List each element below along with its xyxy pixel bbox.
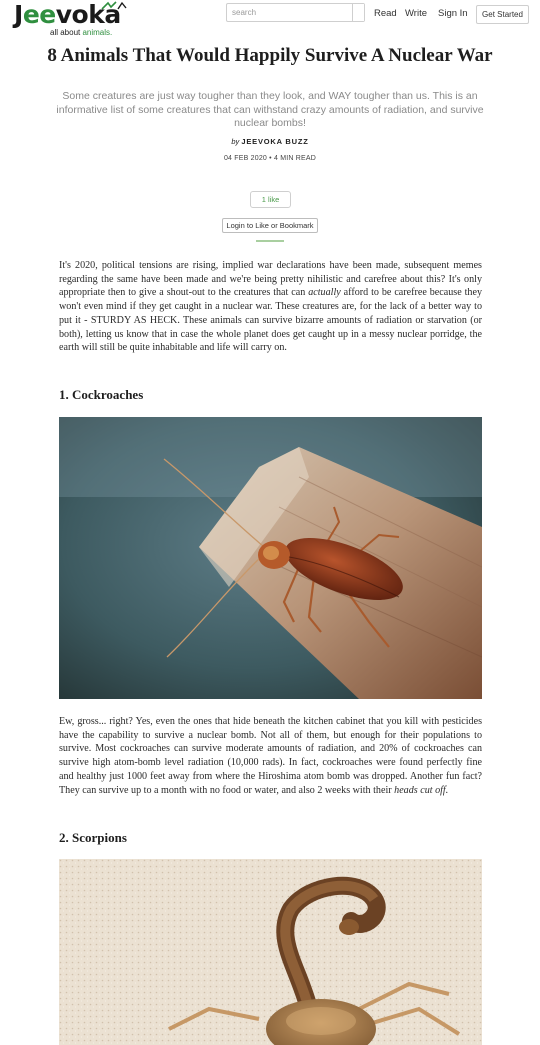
cockroach-paragraph: Ew, gross... right? Yes, even the ones that hide beneath the kitchen cabinet that you kill with pesticides have the capability to survive a nuclear bomb. Not all of them, but enough for their populations to survive. Most cockroaches can survive moderate amounts of radiation, and 20% of cockroaches can survive high atom-bomb level radiation (10,000 rads). In fact, cockroaches were found perfectly fine and healthy just 1000 feet away from where the Hiroshima atom bomb was dropped. Another fun fact? They can survive up to a month with no food or water, and also 2 weeks with their heads cut off.	[59, 716, 482, 796]
byline-author[interactable]: JEEVOKA BUZZ	[241, 137, 309, 146]
section-divider	[256, 240, 284, 242]
search-box	[226, 3, 365, 22]
article-title: 8 Animals That Would Happily Survive A Nuclear War	[47, 45, 493, 66]
dateline-separator: •	[269, 155, 272, 162]
article-subtitle: Some creatures are just way tougher than they look, and WAY tougher than us. This is an informative list of some creatures that can withstand crazy amounts of radiation, and survive nuclear bombs!	[56, 90, 484, 129]
section-heading-cockroaches: 1. Cockroaches	[59, 387, 144, 402]
nav-read-link[interactable]: Read	[374, 8, 397, 19]
site-logo[interactable]	[14, 2, 124, 38]
login-to-like-button[interactable]: Login to Like or Bookmark	[222, 218, 318, 233]
search-button[interactable]	[352, 4, 364, 21]
article-byline	[0, 137, 540, 146]
article-dateline	[0, 155, 540, 162]
nav-signin-link[interactable]: Sign In	[438, 8, 468, 19]
nav-write-link[interactable]: Write	[405, 8, 427, 19]
logo-wordmark: Jeevoka	[14, 0, 121, 29]
logo-tagline: all about animals.	[50, 28, 113, 37]
scorpion-image	[59, 859, 482, 1045]
article-read-time: 4 MIN READ	[273, 155, 317, 162]
like-count-button[interactable]: 1 like	[250, 191, 291, 208]
article-intro-paragraph: It's 2020, political tensions are rising, implied war declarations have been made, subsequent memes regarding the same have been made and we're being pretty nihilistic and carefree about this? It's only appropriate then to give a shout-out to the creatures that can actually afford to be carefree because they won't even mind if they get caught in a nuclear war. These creatures are, for the lack of a better way to put it - STURDY AS HECK. These animals can survive bizarre amounts of radiation or starvation (or both), letting us know that in case the whole planet does get caught up in a messy nuclear porridge, the earth will still be quite inhabitable and life will carry on.	[59, 260, 482, 354]
get-started-button[interactable]: Get Started	[476, 5, 529, 24]
section-heading-scorpions: 2. Scorpions	[59, 830, 127, 845]
cockroach-image	[59, 417, 482, 699]
article-date: 04 FEB 2020	[223, 155, 268, 162]
byline-by: by	[231, 137, 240, 146]
site-header	[0, 0, 540, 40]
logo-leaf-icon	[98, 1, 128, 11]
search-input[interactable]	[227, 4, 353, 21]
